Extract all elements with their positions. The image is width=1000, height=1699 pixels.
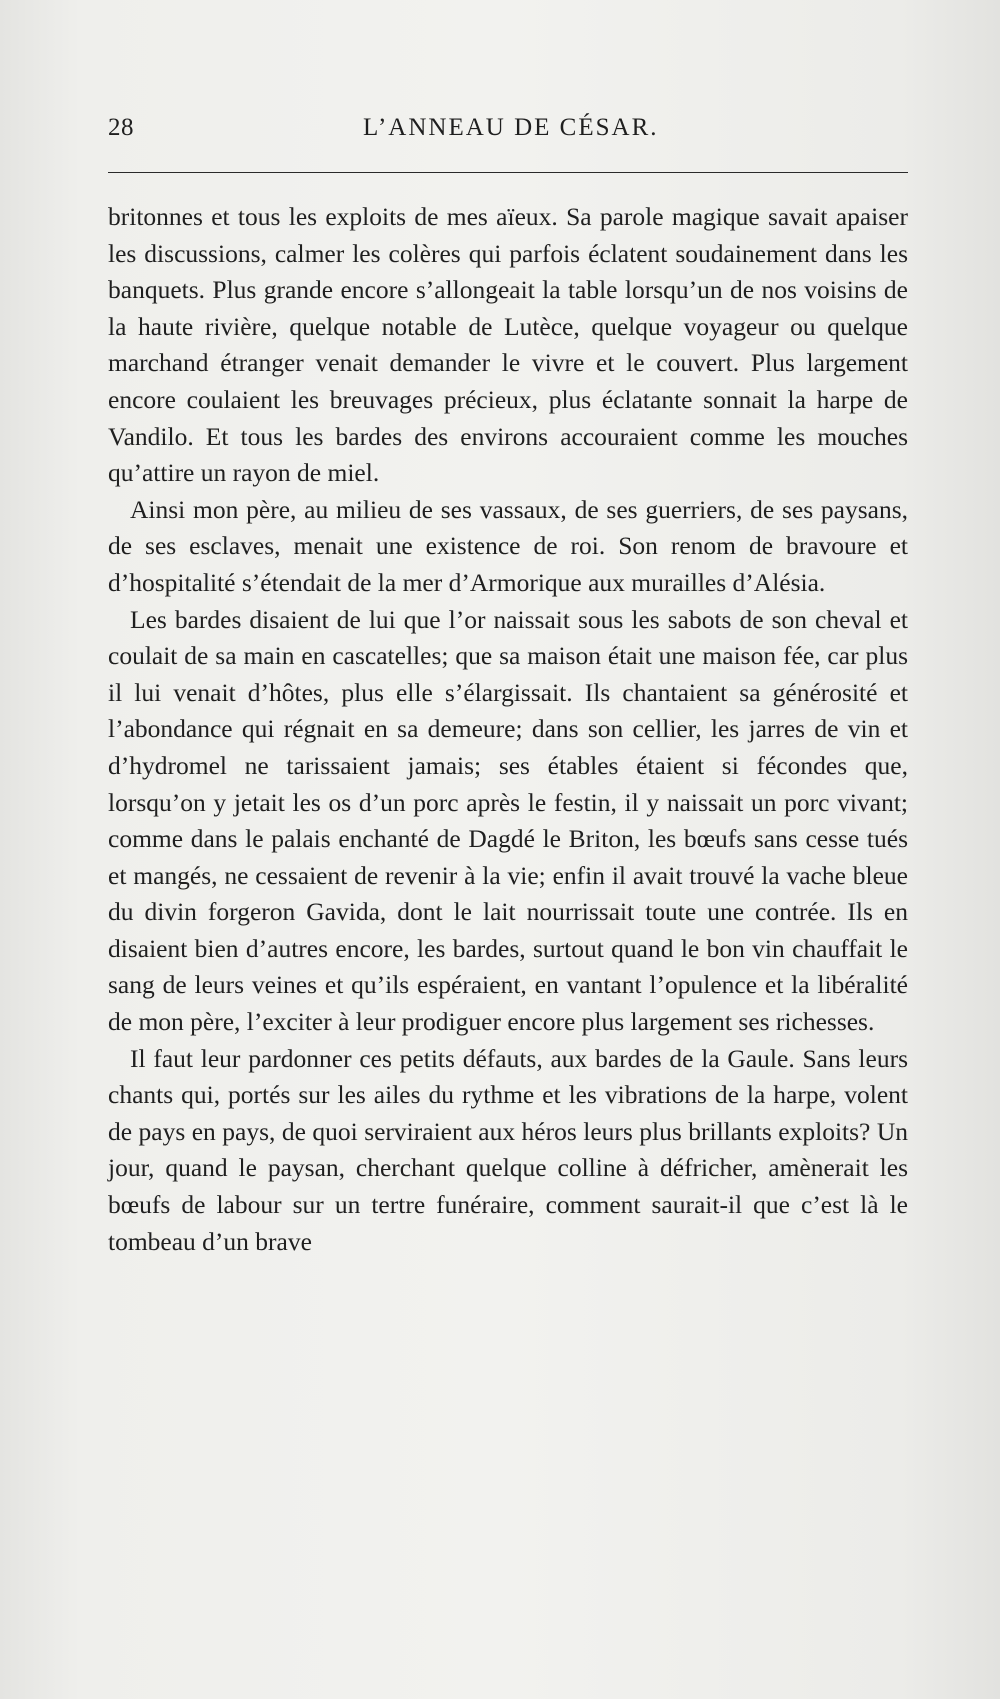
paragraph-3: Les bardes disaient de lui que l’or naissait sous les sabots de son cheval et coulait de sa main en cascatelles; que sa maison était une maison fée, car plus il lui venait d’hôtes, plus elle s’élargissait. Ils chantaient sa générosité et l’abondance qui régnait en sa demeure; dans son cellier, les jarres de vin et d’hydromel ne tarissaient jamais; ses étables étaient si fécondes que, lorsqu’on y jetait les os d’un porc après le festin, il y naissait un porc vivant; comme dans le palais enchanté de Dagdé le Briton, les bœufs sans cesse tués et mangés, ne cessaient de revenir à la vie; enfin il avait trouvé la vache bleue du divin forgeron Gavida, dont le lait nourrissait toute une contrée. Ils en disaient bien d’autres encore, les bardes, surtout quand le bon vin chauffait le sang de leurs veines et qu’ils espéraient, en vantant l’opulence et la libéralité de mon père, l’exciter à leur prodiguer encore plus largement ses richesses.: [108, 604, 908, 1037]
page-number: 28: [108, 114, 134, 141]
paragraph-4: Il faut leur pardonner ces petits défauts, aux bardes de la Gaule. Sans leurs chants qui, portés sur les ailes du rythme et les vibrations de la harpe, volent de pays en pays, de quoi serviraient aux héros leurs plus brillants exploits? Un jour, quand le paysan, cherchant quelque colline à défricher, amènerait les bœufs de labour sur un tertre funéraire, comment saurait-il que c’est là le tombeau d’un brave: [108, 1043, 908, 1256]
paragraph-2: Ainsi mon père, au milieu de ses vassaux, de ses guerriers, de ses paysans, de ses esclaves, menait une existence de roi. Son renom de bravoure et d’hospitalité s’étendait de la mer d’Armorique aux murailles d’Alésia.: [108, 494, 908, 597]
paragraph-1: britonnes et tous les exploits de mes aïeux. Sa parole magique savait apaiser les discussions, calmer les colères qui parfois éclatent soudainement dans les banquets. Plus grande encore s’allongeait la table lorsqu’un de nos voisins de la haute rivière, quelque notable de Lutèce, quelque voyageur ou quelque marchand étranger venait demander le vivre et le couvert. Plus largement encore coulaient les breuvages précieux, plus éclatante sonnait la harpe de Vandilo. Et tous les bardes des environs accouraient comme les mouches qu’attire un rayon de miel.: [108, 202, 908, 488]
body-text: [108, 199, 908, 1260]
running-head: [108, 114, 908, 154]
header-rule: [108, 172, 908, 173]
running-title: L’ANNEAU DE CÉSAR.: [363, 114, 659, 141]
